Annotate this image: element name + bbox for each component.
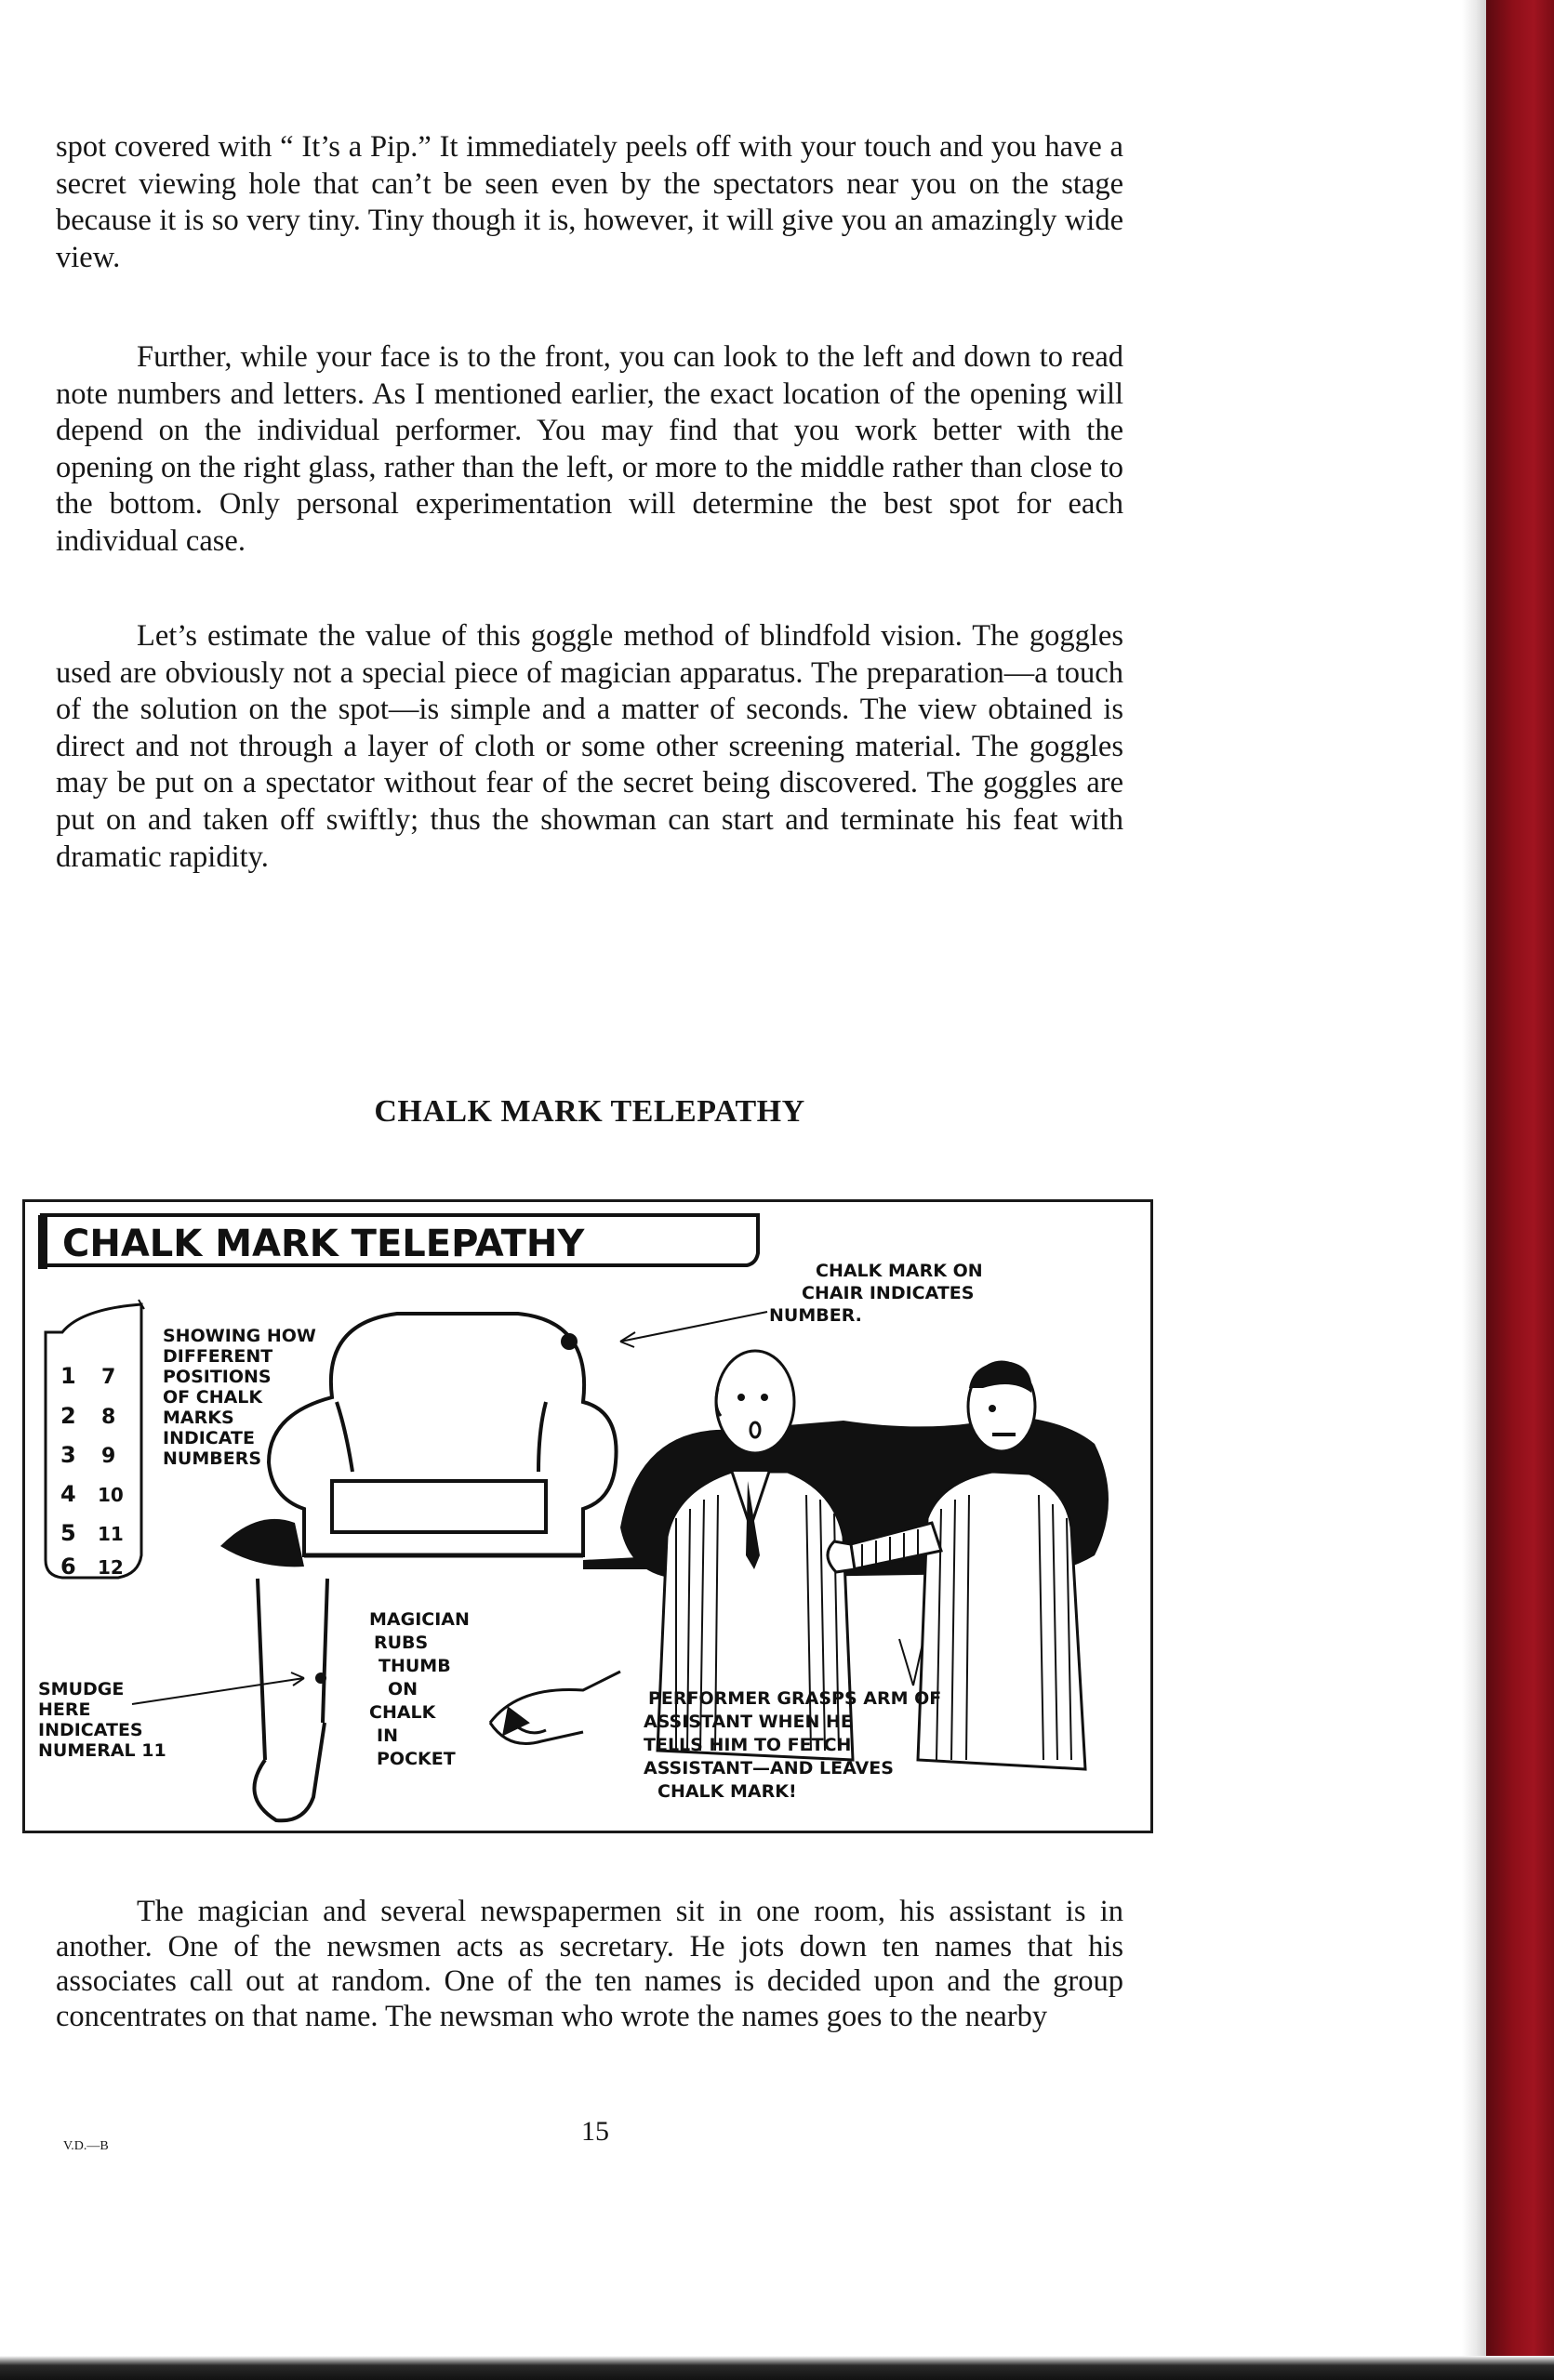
number-right-11: 11 [98, 1523, 124, 1545]
book-spine-edge [1486, 0, 1554, 2380]
caption-positions-line-5: MARKS [163, 1408, 234, 1428]
sleeve-drawing [254, 1579, 327, 1820]
caption-smudge-line-3: INDICATES [38, 1720, 143, 1740]
caption-magician-line-3: THUMB [379, 1656, 451, 1676]
caption-positions-line-6: INDICATE [163, 1428, 255, 1448]
caption-chalk-line-2: CHAIR INDICATES [802, 1283, 975, 1303]
caption-positions-line-3: POSITIONS [163, 1367, 272, 1387]
printer-signature-mark: V.D.—B [63, 2139, 109, 2153]
caption-magician-line-6: IN [377, 1726, 398, 1746]
number-right-7: 7 [101, 1366, 116, 1389]
caption-chalk-line-3: NUMBER. [769, 1305, 862, 1326]
number-left-2: 2 [60, 1403, 76, 1429]
caption-performer-line-1: PERFORMER GRASPS ARM OF [648, 1688, 942, 1709]
caption-positions-line-1: SHOWING HOW [163, 1326, 316, 1346]
caption-magician-line-4: ON [388, 1679, 418, 1699]
banner-text: CHALK MARK TELEPATHY [62, 1223, 585, 1265]
number-left-5: 5 [60, 1520, 76, 1546]
caption-positions-line-4: OF CHALK [163, 1387, 263, 1408]
caption-smudge-line-1: SMUDGE [38, 1679, 125, 1699]
paragraph-2: Further, while your face is to the front, you can look to the left and down to read note numbers and letters. As I mentioned earlier, the exact location of the opening will depend on the individual performer. You may find that you work better with the opening on the right glass, rather than the left, or more to the middle rather than close to the bottom. Only personal experimentation will determine the best spot for each individual case. [56, 340, 1123, 558]
illustration-drawing [25, 1202, 1150, 1831]
caption-performer-line-5: CHALK MARK! [657, 1781, 797, 1802]
caption-chalk-line-1: CHALK MARK ON [816, 1261, 983, 1281]
pocket-hand-drawing [490, 1672, 620, 1744]
paragraph-3: Let’s estimate the value of this goggle method of blindfold vision. The goggles used are obviously not a special piece of magician apparatus. The preparation—a touch of the solution on the spot—is simple and a matter of seconds. The view obtained is direct and not through a layer of cloth or some other screening material. The goggles may be put on a spectator without fear of the secret being discovered. The goggles are put on and taken off swiftly; thus the showman can start and terminate his feat with dramatic rapidity. [56, 619, 1123, 874]
number-left-4: 4 [60, 1481, 76, 1507]
caption-smudge-line-4: NUMERAL 11 [38, 1740, 166, 1761]
caption-magician [369, 1609, 470, 1769]
number-right-10: 10 [98, 1484, 124, 1506]
number-left-6: 6 [60, 1554, 76, 1580]
caption-performer-line-4: ASSISTANT—AND LEAVES [644, 1758, 894, 1778]
number-right-9: 9 [101, 1445, 116, 1468]
caption-chalk-on-chair [620, 1261, 983, 1347]
floor-shadow-left [220, 1519, 304, 1567]
caption-magician-line-7: POCKET [377, 1749, 456, 1769]
illustration-banner [38, 1215, 758, 1269]
caption-positions-line-7: NUMBERS [163, 1448, 262, 1469]
section-title: CHALK MARK TELEPATHY [374, 1094, 805, 1129]
page-gutter-shadow [1462, 0, 1486, 2380]
caption-positions-line-2: DIFFERENT [163, 1346, 273, 1367]
number-left-3: 3 [60, 1442, 76, 1468]
caption-magician-line-1: MAGICIAN [369, 1609, 470, 1630]
chalk-number-diagram [46, 1300, 144, 1580]
caption-magician-line-5: CHALK [369, 1702, 436, 1723]
caption-performer-line-2: ASSISTANT WHEN HE [644, 1712, 853, 1732]
armchair-drawing [269, 1314, 617, 1555]
paragraph-4: The magician and several newspapermen sit in one room, his assistant is in another. One of the newsmen acts as secretary. He jots down ten names that his associates call out at random. One of the ten names is decided upon and the group concentrates on that name. The newsman who wrote the names goes to the nearby [56, 1895, 1123, 2033]
number-right-8: 8 [101, 1406, 116, 1429]
number-right-12: 12 [98, 1556, 124, 1579]
caption-performer-line-3: TELLS HIM TO FETCH [644, 1735, 852, 1755]
cartoon-illustration [22, 1199, 1153, 1833]
number-left-1: 1 [60, 1363, 76, 1389]
caption-magician-line-2: RUBS [374, 1633, 429, 1653]
paragraph-1: spot covered with “ It’s a Pip.” It immediately peels off with your touch and you have a secret viewing hole that can’t be seen even by the spectators near you on the stage because it is so very tiny. Tiny though it is, however, it will give you an amazingly wide view. [56, 130, 1123, 274]
caption-smudge-line-2: HERE [38, 1699, 91, 1720]
caption-positions [163, 1326, 316, 1469]
page-bottom-edge [0, 2356, 1554, 2380]
page-number: 15 [581, 2116, 609, 2147]
